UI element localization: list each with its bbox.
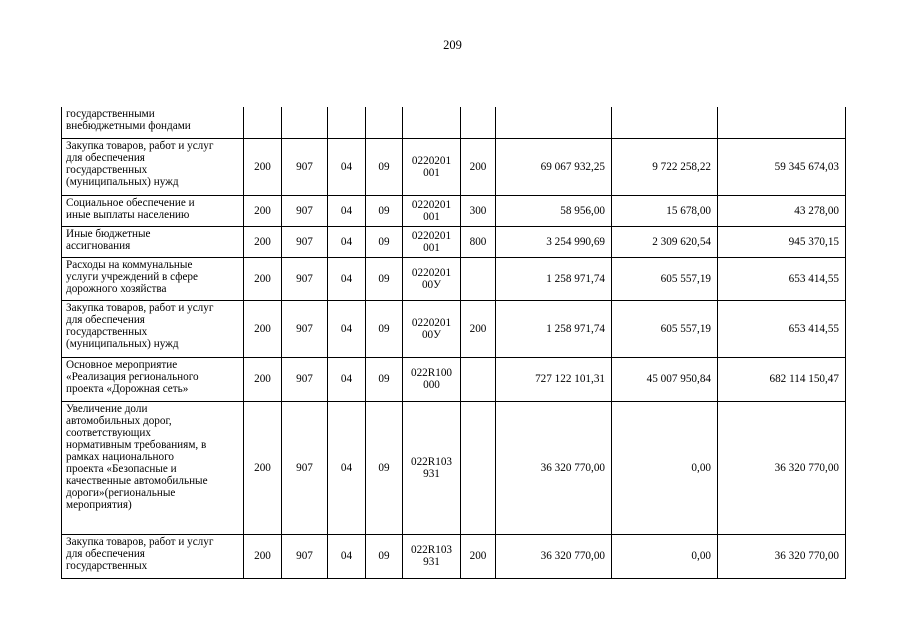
cell-code-4: 09 <box>366 138 403 195</box>
code-line: 022R103 <box>410 455 453 468</box>
name-line: Закупка товаров, работ и услуг <box>66 139 214 152</box>
cell-code-2: 907 <box>282 534 328 578</box>
name-line: государственных <box>66 163 148 176</box>
cell-amount-2: 0,00 <box>612 534 718 578</box>
cell-amount-1: 727 122 101,31 <box>496 357 612 401</box>
cell-amount-2: 45 007 950,84 <box>612 357 718 401</box>
cell-code-3: 04 <box>328 257 366 300</box>
cell-name <box>62 226 244 257</box>
name-line: для обеспечения <box>66 151 145 164</box>
cell-code-2: 907 <box>282 357 328 401</box>
cell-code-3 <box>328 107 366 138</box>
cell-code-2: 907 <box>282 226 328 257</box>
name-line: Иные бюджетные <box>66 227 151 240</box>
cell-amount-1: 58 956,00 <box>496 195 612 226</box>
code-line: 001 <box>423 210 440 223</box>
cell-code-2: 907 <box>282 401 328 534</box>
cell-expense-type <box>461 357 496 401</box>
name-line: государственных <box>66 559 148 572</box>
cell-code-3: 04 <box>328 401 366 534</box>
cell-code-1: 200 <box>244 195 282 226</box>
cell-name <box>62 534 244 578</box>
name-line: для обеспечения <box>66 313 145 326</box>
cell-code-3: 04 <box>328 195 366 226</box>
name-line: для обеспечения <box>66 547 145 560</box>
cell-code-1: 200 <box>244 226 282 257</box>
code-line: 001 <box>423 166 440 179</box>
cell-amount-2 <box>612 107 718 138</box>
code-line: 022R100 <box>410 367 453 379</box>
table-row <box>62 534 846 578</box>
name-line: качественные автомобильные <box>66 474 208 487</box>
cell-code-3: 04 <box>328 357 366 401</box>
name-line: иные выплаты населению <box>66 208 190 221</box>
cell-code-2: 907 <box>282 195 328 226</box>
table-row <box>62 226 846 257</box>
cell-code-1: 200 <box>244 138 282 195</box>
name-line: мероприятия) <box>66 498 132 511</box>
name-line: проекта «Дорожная сеть» <box>66 382 189 395</box>
code-line: 931 <box>423 467 440 480</box>
name-line: государственных <box>66 325 148 338</box>
cell-amount-3 <box>718 107 846 138</box>
cell-amount-1: 69 067 932,25 <box>496 138 612 195</box>
cell-code-2: 907 <box>282 300 328 357</box>
cell-code-2: 907 <box>282 138 328 195</box>
code-line: 022R103 <box>410 544 453 556</box>
page-number: 209 <box>443 38 462 52</box>
name-line: «Реализация регионального <box>66 370 199 383</box>
cell-code-4: 09 <box>366 300 403 357</box>
table-row <box>62 257 846 300</box>
name-line: государственными <box>66 108 155 120</box>
code-line: 0220201 <box>411 198 452 211</box>
name-line: Увеличение доли <box>66 402 148 415</box>
name-line: Закупка товаров, работ и услуг <box>66 301 214 314</box>
cell-name <box>62 300 244 357</box>
cell-name <box>62 401 244 534</box>
name-line: дороги»(региональные <box>66 486 176 499</box>
cell-target-code <box>403 138 461 195</box>
name-line: Основное мероприятие <box>66 358 178 371</box>
cell-expense-type: 300 <box>461 195 496 226</box>
cell-expense-type: 200 <box>461 138 496 195</box>
cell-amount-1: 1 258 971,74 <box>496 257 612 300</box>
cell-code-4: 09 <box>366 401 403 534</box>
cell-code-1 <box>244 107 282 138</box>
cell-target-code <box>403 534 461 578</box>
name-line: проекта «Безопасные и <box>66 462 177 475</box>
code-line: 001 <box>423 241 440 254</box>
cell-expense-type: 200 <box>461 300 496 357</box>
code-line: 0220201 <box>411 154 452 167</box>
cell-code-4: 09 <box>366 226 403 257</box>
cell-expense-type <box>461 107 496 138</box>
cell-target-code <box>403 300 461 357</box>
code-line: 00У <box>421 328 442 341</box>
cell-code-4 <box>366 107 403 138</box>
cell-code-2 <box>282 107 328 138</box>
name-line: нормативным требованиям, в <box>66 438 207 451</box>
cell-expense-type: 800 <box>461 226 496 257</box>
code-line: 0220201 <box>411 316 452 329</box>
table-row <box>62 107 846 138</box>
code-line: 0220201 <box>411 266 452 279</box>
cell-code-4: 09 <box>366 257 403 300</box>
cell-amount-3: 653 414,55 <box>718 300 846 357</box>
table-row <box>62 401 846 534</box>
name-line: Социальное обеспечение и <box>66 196 195 209</box>
cell-expense-type <box>461 257 496 300</box>
cell-amount-1: 1 258 971,74 <box>496 300 612 357</box>
cell-code-3: 04 <box>328 534 366 578</box>
cell-amount-2: 0,00 <box>612 401 718 534</box>
table-row <box>62 357 846 401</box>
cell-code-4: 09 <box>366 357 403 401</box>
cell-code-3: 04 <box>328 226 366 257</box>
name-line: внебюджетными фондами <box>66 120 191 132</box>
name-line: услуги учреждений в сфере <box>66 270 198 283</box>
cell-code-1: 200 <box>244 534 282 578</box>
cell-name <box>62 357 244 401</box>
cell-amount-3: 945 370,15 <box>718 226 846 257</box>
cell-expense-type <box>461 401 496 534</box>
cell-amount-3: 682 114 150,47 <box>718 357 846 401</box>
cell-amount-2: 605 557,19 <box>612 257 718 300</box>
name-line: Расходы на коммунальные <box>66 258 193 271</box>
code-line: 931 <box>423 556 440 568</box>
cell-target-code <box>403 401 461 534</box>
cell-code-1: 200 <box>244 401 282 534</box>
cell-target-code <box>403 257 461 300</box>
cell-amount-2: 605 557,19 <box>612 300 718 357</box>
name-line: соответствующих <box>66 426 152 439</box>
cell-code-4: 09 <box>366 534 403 578</box>
cell-code-3: 04 <box>328 300 366 357</box>
cell-amount-2: 2 309 620,54 <box>612 226 718 257</box>
name-line: ассигнования <box>66 239 131 252</box>
cell-amount-3: 43 278,00 <box>718 195 846 226</box>
name-line: автомобильных дорог, <box>66 414 172 427</box>
name-line: (муниципальных) нужд <box>66 337 179 350</box>
cell-amount-1 <box>496 107 612 138</box>
table-row <box>62 138 846 195</box>
cell-name <box>62 257 244 300</box>
cell-code-3: 04 <box>328 138 366 195</box>
cell-code-1: 200 <box>244 300 282 357</box>
code-line: 00У <box>421 278 442 291</box>
budget-table <box>61 107 846 579</box>
cell-code-1: 200 <box>244 357 282 401</box>
cell-amount-1: 36 320 770,00 <box>496 401 612 534</box>
cell-amount-3: 59 345 674,03 <box>718 138 846 195</box>
code-line: 0220201 <box>411 229 452 242</box>
cell-code-2: 907 <box>282 257 328 300</box>
name-line: Закупка товаров, работ и услуг <box>66 535 214 548</box>
cell-amount-2: 9 722 258,22 <box>612 138 718 195</box>
cell-target-code <box>403 107 461 138</box>
name-line: рамках национального <box>66 450 175 463</box>
cell-amount-3: 36 320 770,00 <box>718 534 846 578</box>
cell-name <box>62 138 244 195</box>
cell-code-1: 200 <box>244 257 282 300</box>
cell-expense-type: 200 <box>461 534 496 578</box>
cell-amount-3: 653 414,55 <box>718 257 846 300</box>
code-line: 000 <box>423 379 440 391</box>
cell-amount-1: 3 254 990,69 <box>496 226 612 257</box>
cell-code-4: 09 <box>366 195 403 226</box>
name-line: дорожного хозяйства <box>66 282 167 295</box>
cell-target-code <box>403 226 461 257</box>
cell-name <box>62 195 244 226</box>
cell-name <box>62 107 244 138</box>
name-line: (муниципальных) нужд <box>66 175 179 188</box>
table-row <box>62 195 846 226</box>
cell-target-code <box>403 357 461 401</box>
table-row <box>62 300 846 357</box>
cell-amount-2: 15 678,00 <box>612 195 718 226</box>
cell-amount-3: 36 320 770,00 <box>718 401 846 534</box>
cell-amount-1: 36 320 770,00 <box>496 534 612 578</box>
cell-target-code <box>403 195 461 226</box>
